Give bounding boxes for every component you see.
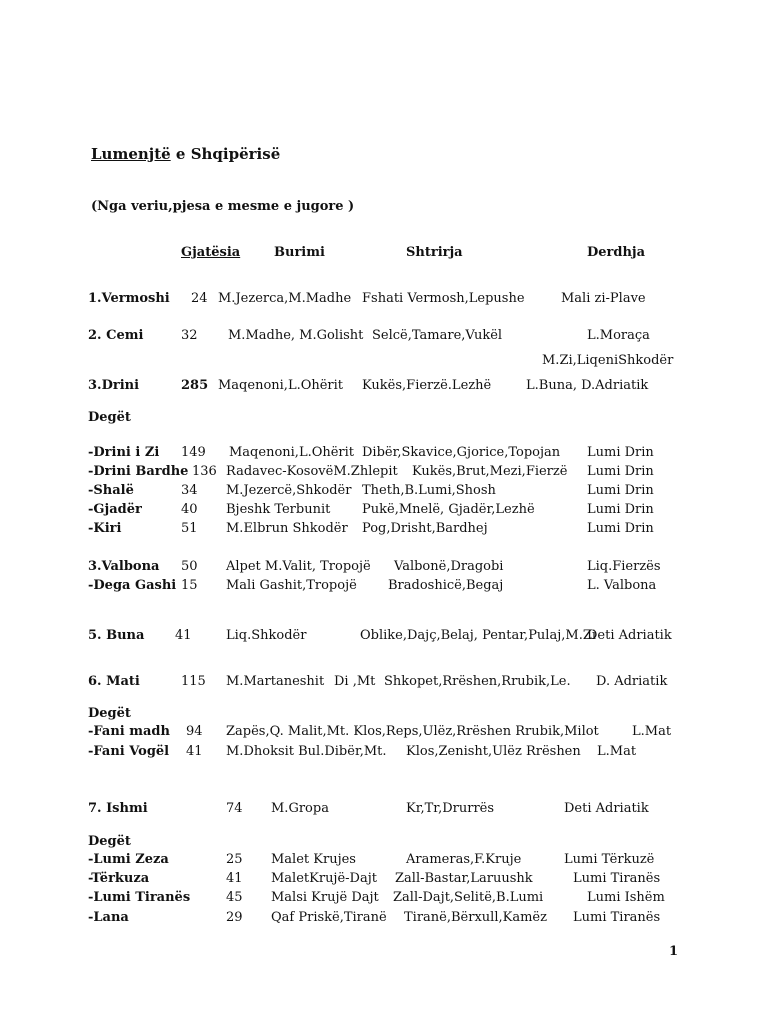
river-mouth-drini: L.Buna, D.Adriatik [526, 378, 649, 393]
river-source-mati: M.Martaneshit [226, 674, 325, 689]
river-extent-mati: Shkopet,Rrëshen,Rrubik,Le. [384, 674, 571, 689]
river-length-ishmi: 74 [226, 801, 243, 816]
river-name-fani-madh: -Fani madh [88, 724, 170, 739]
river-source-drini-bardhe: Radavec-KosovëM.Zhlepit [226, 464, 398, 479]
river-mouth-lana: Lumi Tiranës [573, 910, 661, 925]
river-length-cemi: 32 [181, 328, 198, 343]
river-mouth-terkuza: Lumi Tiranës [573, 871, 661, 886]
river-mouth-drini-bardhe: Lumi Drin [587, 464, 654, 479]
river-source-lumi-tiranes: Malsi Krujë Dajt [271, 890, 379, 905]
river-name-valbona: 3.Valbona [88, 559, 160, 574]
river-mouth-ishmi: Deti Adriatik [564, 801, 649, 816]
river-source-lana: Qaf Priskë,Tiranë [271, 910, 387, 925]
river-extent-cemi: Selcë,Tamare,Vukël [372, 328, 503, 343]
river-length-fani-vogel: 41 [186, 744, 203, 759]
river-extent-drini: Kukës,Fierzë.Lezhë [362, 378, 492, 393]
river-length-shale: 34 [181, 483, 198, 498]
river-mouth-valbona: Liq.Fierzës [587, 559, 661, 574]
section-deget-3: Degët [88, 834, 131, 849]
river-source-dega-gashi: Mali Gashit,Tropojë [226, 578, 357, 593]
river-length-vermoshi: 24 [191, 291, 208, 306]
river-mouth-buna: Deti Adriatik [587, 628, 672, 643]
river-extent-valbona: Valbonë,Dragobi [394, 559, 504, 574]
river-source-gjader: Bjeshk Terbunit [226, 502, 331, 517]
river-extent-lumi-zeza: Arameras,F.Kruje [406, 852, 522, 867]
river-name-gjader: -Gjadër [88, 502, 142, 517]
river-source-terkuza: MaletKrujë-Dajt [271, 871, 377, 886]
section-deget-1: Degët [88, 410, 131, 425]
river-length-valbona: 50 [181, 559, 198, 574]
river-name-terkuza: -Tërkuza [88, 871, 150, 886]
river-length-drini-zi: 149 [181, 445, 206, 460]
river-length-buna: 41 [175, 628, 192, 643]
river-extent-shale: Theth,B.Lumi,Shosh [362, 483, 496, 498]
page-title [91, 146, 280, 162]
river-name-shale: -Shalë [88, 483, 134, 498]
river-extent-kiri: Pog,Drisht,Bardhej [362, 521, 488, 536]
river-source-shale: M.Jezercë,Shkodër [226, 483, 352, 498]
river-length-lumi-tiranes: 45 [226, 890, 243, 905]
river-mouth-mati: D. Adriatik [596, 674, 668, 689]
river-mouth-fani-madh: L.Mat [632, 724, 672, 739]
river-length-gjader: 40 [181, 502, 198, 517]
river-source2-mati: Di ,Mt [334, 674, 376, 689]
river-length-drini: 285 [181, 378, 209, 393]
river-source-valbona: Alpet M.Valit, Tropojë [226, 559, 371, 574]
river-length-fani-madh: 94 [186, 724, 203, 739]
title-part2: e Shqipërisë [175, 145, 281, 163]
river-source-fani-vogel: M.Dhoksit Bul.Dibër,Mt. [226, 744, 387, 759]
river-name-dega-gashi: -Dega Gashi [88, 578, 177, 593]
subtitle: (Nga veriu,pjesa e mesme e jugore ) [91, 199, 355, 214]
page-number: 1 [669, 944, 679, 959]
river-mouth-vermoshi: Mali zi-Plave [561, 291, 646, 306]
river-mouth-fani-vogel: L.Mat [597, 744, 637, 759]
river-extent-fani-vogel: Klos,Zenisht,Ulëz Rrëshen [406, 744, 581, 759]
river-extent-gjader: Pukë,Mnelë, Gjadër,Lezhë [362, 502, 535, 517]
river-length-dega-gashi: 15 [181, 578, 198, 593]
river-source-vermoshi: M.Jezerca,M.Madhe [218, 291, 352, 306]
river-length-mati: 115 [181, 674, 206, 689]
section-deget-2: Degët [88, 706, 131, 721]
river-source-cemi: M.Madhe, M.Golisht [228, 328, 364, 343]
river-length-terkuza: 41 [226, 871, 243, 886]
river-extent-dega-gashi: Bradoshicë,Begaj [388, 578, 504, 593]
river-mouth2-cemi: M.Zi,LiqeniShkodër [542, 353, 674, 368]
river-extent-vermoshi: Fshati Vermosh,Lepushe [362, 291, 525, 306]
river-name-drini-zi: -Drini i Zi [88, 445, 160, 460]
river-source-lumi-zeza: Malet Krujes [271, 852, 356, 867]
river-name-drini: 3.Drini [88, 378, 140, 393]
river-mouth-drini-zi: Lumi Drin [587, 445, 654, 460]
river-length-lana: 29 [226, 910, 243, 925]
river-name-buna: 5. Buna [88, 628, 145, 643]
river-extent-lana: Tiranë,Bërxull,Kamëz [404, 910, 547, 925]
river-name-kiri: -Kiri [88, 521, 122, 536]
header-source: Burimi [274, 245, 325, 260]
river-name-fani-vogel: -Fani Vogël [88, 744, 170, 759]
river-extent-ishmi: Kr,Tr,Drurrës [406, 801, 495, 816]
river-mouth-cemi: L.Moraça [587, 328, 650, 343]
river-mouth-lumi-tiranes: Lumi Ishëm [587, 890, 665, 905]
river-extent-drini-bardhe: Kukës,Brut,Mezi,Fierzë [412, 464, 568, 479]
river-source-kiri: M.Elbrun Shkodër [226, 521, 348, 536]
river-name-drini-bardhe: -Drini Bardhe [88, 464, 189, 479]
river-length-lumi-zeza: 25 [226, 852, 243, 867]
river-extent-buna: Oblike,Dajç,Belaj, Pentar,Pulaj,M.Zi [360, 628, 597, 643]
river-name-ishmi: 7. Ishmi [88, 801, 148, 816]
river-mouth-gjader: Lumi Drin [587, 502, 654, 517]
river-source-buna: Liq.Shkodër [226, 628, 307, 643]
river-extent-drini-zi: Dibër,Skavice,Gjorice,Topojan [362, 445, 561, 460]
river-mouth-shale: Lumi Drin [587, 483, 654, 498]
header-extent: Shtrirja [406, 245, 463, 260]
title-part1: Lumenjtë [91, 145, 171, 163]
river-length-kiri: 51 [181, 521, 198, 536]
river-source-ishmi: M.Gropa [271, 801, 329, 816]
river-name-mati: 6. Mati [88, 674, 140, 689]
river-source-drini-zi: Maqenoni,L.Ohërit [229, 445, 355, 460]
river-mouth-dega-gashi: L. Valbona [587, 578, 657, 593]
river-source-fani-madh: Zapës,Q. Malit,Mt. Klos,Reps,Ulëz,Rrëshen Rrubik,Milot [226, 724, 599, 739]
river-extent-terkuza: Zall-Bastar,Laruushk [395, 871, 533, 886]
river-name-lumi-zeza: -Lumi Zeza [88, 852, 169, 867]
header-length: Gjatësia [181, 245, 241, 260]
river-name-lumi-tiranes: -Lumi Tiranës [88, 890, 191, 905]
river-source-drini: Maqenoni,L.Ohërit [218, 378, 344, 393]
river-mouth-kiri: Lumi Drin [587, 521, 654, 536]
river-name-vermoshi: 1.Vermoshi [88, 291, 170, 306]
river-length-drini-bardhe: 136 [192, 464, 217, 479]
river-name-lana: -Lana [88, 910, 129, 925]
header-mouth: Derdhja [587, 245, 646, 260]
river-mouth-lumi-zeza: Lumi Tërkuzë [564, 852, 655, 867]
river-name-cemi: 2. Cemi [88, 328, 144, 343]
river-extent-lumi-tiranes: Zall-Dajt,Selitë,B.Lumi [393, 890, 544, 905]
